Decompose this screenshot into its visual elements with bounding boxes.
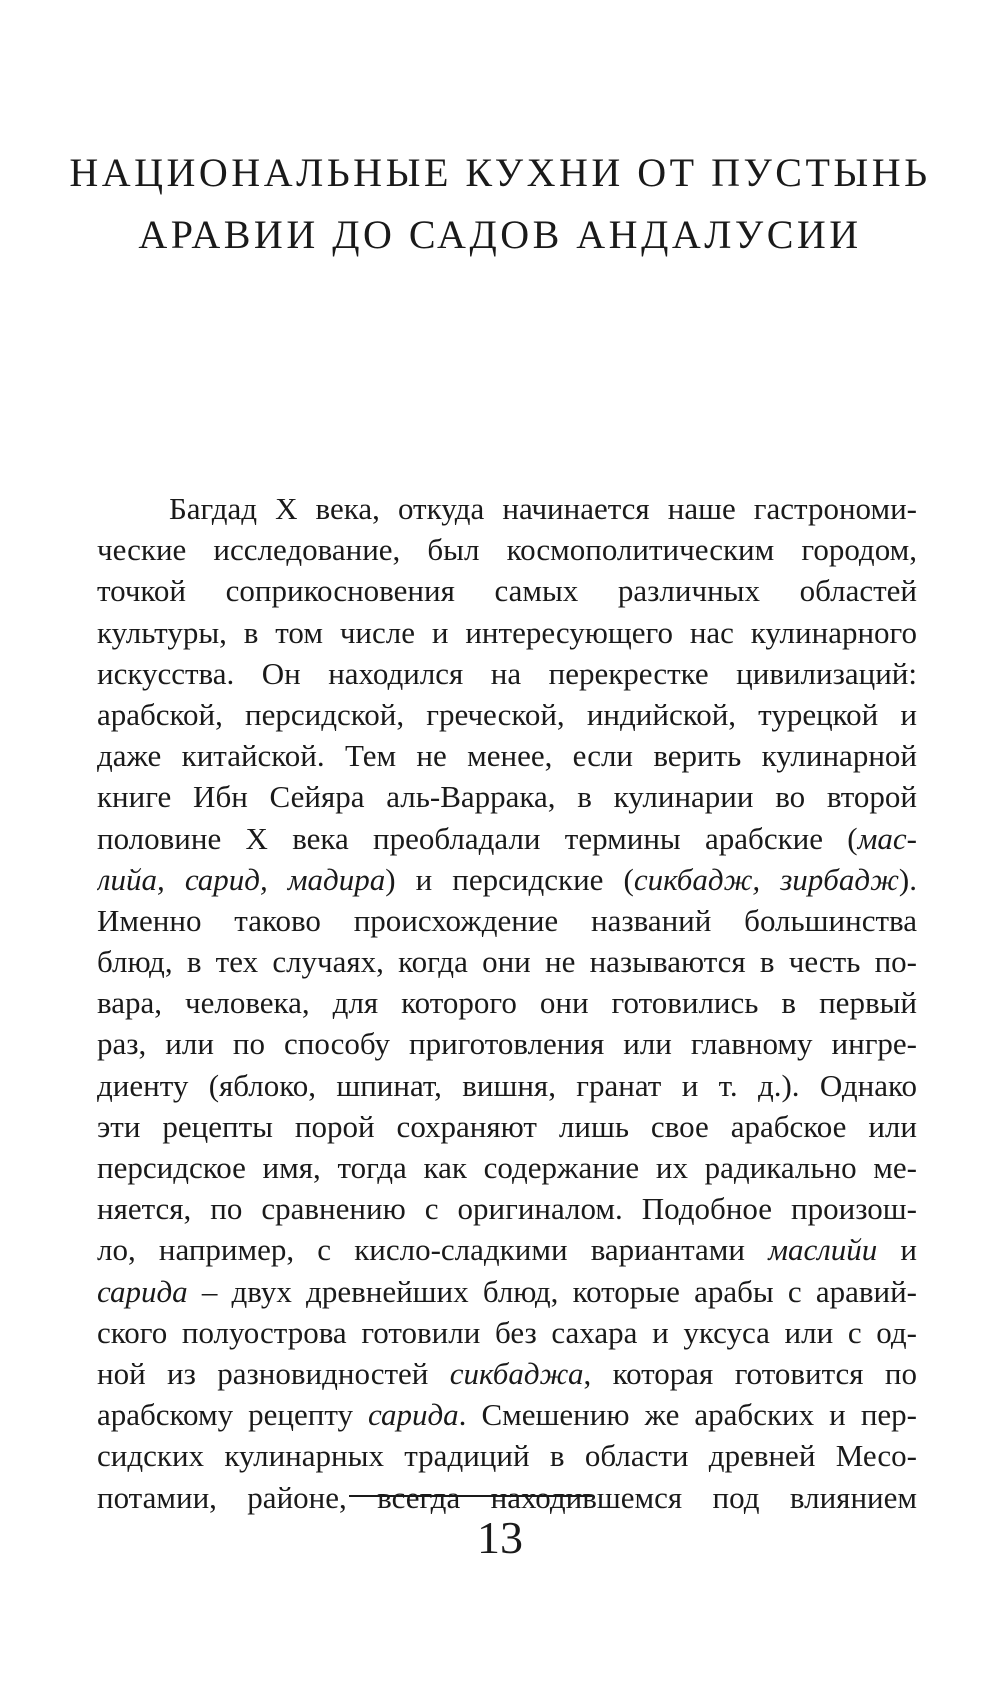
text-line <box>97 570 917 611</box>
text-line <box>97 488 917 529</box>
text-line <box>97 1147 917 1188</box>
text-run: ского полуострова готовили без сахара и уксуса или с од- <box>97 1314 917 1350</box>
text-line <box>97 529 917 570</box>
text-run: ло, например, с кисло-сладкими вариантами <box>97 1232 769 1268</box>
text-line <box>97 1229 917 1270</box>
text-run: , которая готовится по <box>583 1355 917 1391</box>
italic-term: сарида <box>97 1273 188 1309</box>
text-line <box>97 694 917 735</box>
text-line <box>97 818 917 859</box>
text-run: половине X века преобладали термины арабские ( <box>97 820 858 856</box>
italic-term: мас- <box>857 820 917 856</box>
text-run: диенту (яблоко, шпинат, вишня, гранат и т. д.). Однако <box>97 1067 917 1103</box>
text-line <box>97 735 917 776</box>
text-run: блюд, в тех случаях, когда они не называются в честь по- <box>97 944 917 980</box>
text-run: искусства. Он находился на перекрестке цивилизаций: <box>97 655 917 691</box>
text-run: книге Ибн Сейяра аль-Варрака, в кулинарии во второй <box>97 779 917 815</box>
text-line <box>97 1065 917 1106</box>
italic-term: сарида <box>368 1397 459 1433</box>
text-line <box>97 1023 917 1064</box>
text-line <box>97 1353 917 1394</box>
text-run: вара, человека, для которого они готовились в первый <box>97 985 917 1021</box>
text-line <box>97 982 917 1023</box>
italic-term: сикбадж, зирбадж <box>633 861 899 897</box>
text-run: ). <box>898 861 917 897</box>
text-line <box>97 653 917 694</box>
text-line <box>97 1106 917 1147</box>
text-run: ) и персидские ( <box>385 861 634 897</box>
text-run: – двух древнейших блюд, которые арабы с аравий- <box>187 1273 917 1309</box>
text-line <box>97 900 917 941</box>
italic-term: сикбаджа <box>449 1355 584 1391</box>
text-run: Багдад X века, откуда начинается наше гастрономи- <box>169 491 917 526</box>
text-run: ческие исследование, был космополитическим городом, <box>97 532 917 568</box>
italic-term: лийа, сарид, мадира <box>97 861 386 897</box>
text-run: культуры, в том числе и интересующего нас кулинарного <box>97 614 917 650</box>
text-line <box>97 1435 917 1476</box>
text-line <box>97 1188 917 1229</box>
italic-term: маслийи <box>768 1232 878 1268</box>
text-run: сидских кулинарных традиций в области древней Месо- <box>97 1438 917 1474</box>
text-line <box>97 776 917 817</box>
text-run: и <box>877 1232 917 1268</box>
text-run: точкой соприкосновения самых различных областей <box>97 573 917 609</box>
text-run: раз, или по способу приготовления или главному ингре- <box>97 1026 917 1062</box>
text-line <box>97 941 917 982</box>
text-run: персидское имя, тогда как содержание их радикально ме- <box>97 1150 917 1185</box>
text-run: арабской, персидской, греческой, индийской, турецкой и <box>97 696 917 732</box>
page-number-rule <box>349 1495 592 1497</box>
text-line <box>97 1271 917 1312</box>
text-run: потамии, районе, всегда находившемся под влиянием <box>97 1479 917 1515</box>
text-line <box>97 1394 917 1435</box>
text-run: ной из разновидностей <box>97 1355 450 1391</box>
text-run: няется, по сравнению с оригиналом. Подобное произош- <box>97 1191 917 1227</box>
text-line <box>97 1312 917 1353</box>
text-run: . Смешению же арабских и пер- <box>458 1397 917 1433</box>
text-run: даже китайской. Тем не менее, если верить кулинарной <box>97 738 917 774</box>
page-number: 13 <box>477 1512 523 1563</box>
chapter-title-line-2: АРАВИИ ДО САДОВ АНДАЛУСИИ <box>138 212 862 257</box>
text-run: эти рецепты порой сохраняют лишь свое арабское или <box>97 1108 917 1144</box>
text-line <box>97 612 917 653</box>
chapter-title-line-1: НАЦИОНАЛЬНЫЕ КУХНИ ОТ ПУСТЫНЬ <box>69 150 931 195</box>
chapter-title <box>0 142 1000 266</box>
body-paragraph <box>97 488 917 1518</box>
text-line <box>97 859 917 900</box>
text-run: арабскому рецепту <box>97 1397 369 1433</box>
text-run: Именно таково происхождение названий большинства <box>97 902 917 938</box>
